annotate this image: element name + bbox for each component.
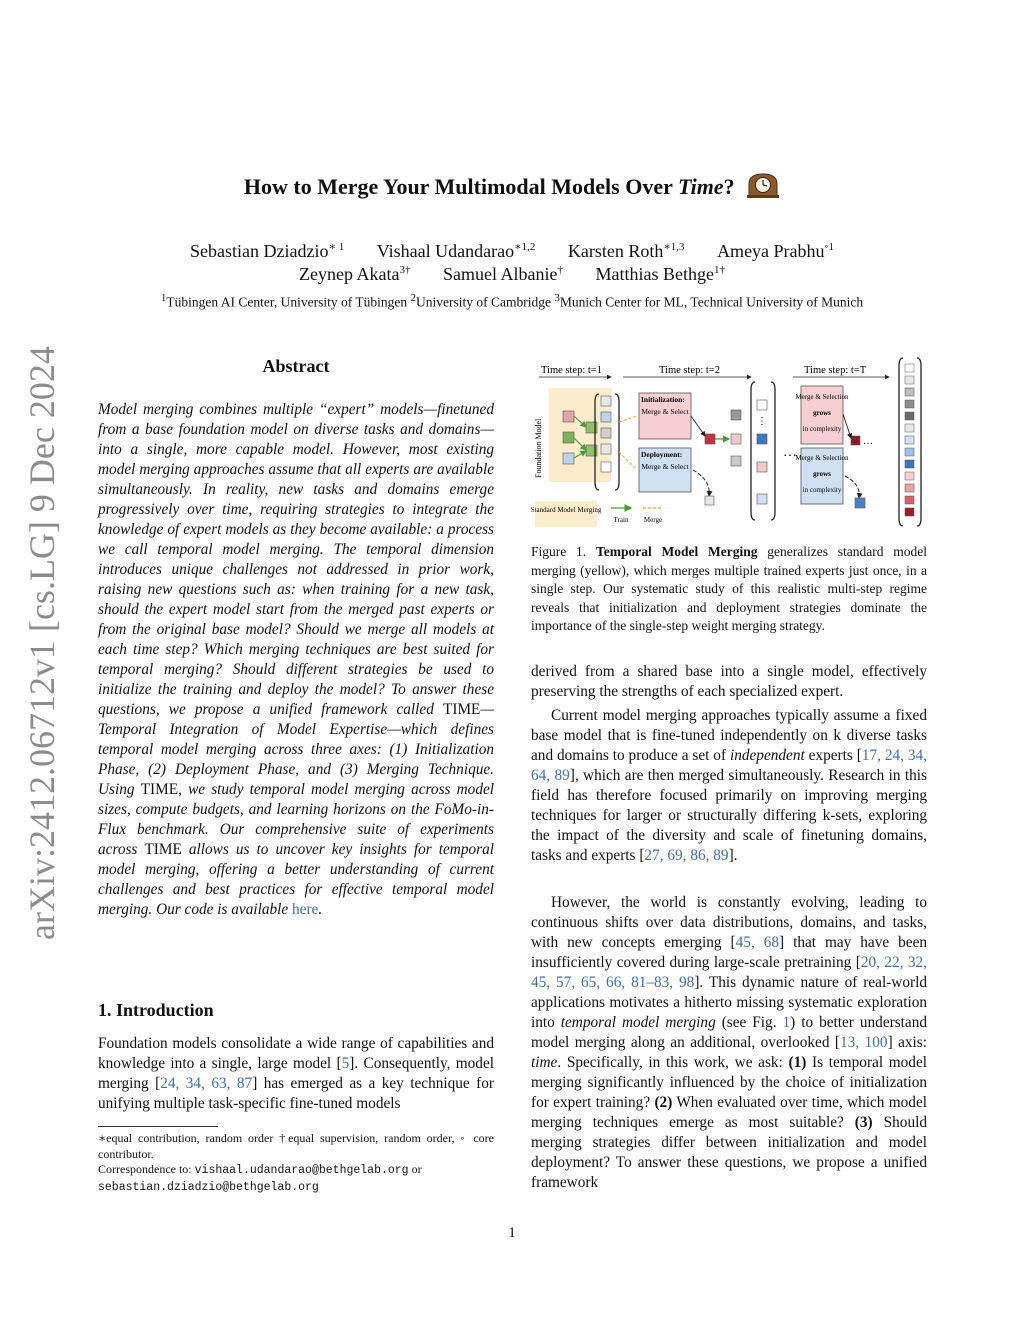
- title-end: ?: [723, 174, 735, 199]
- code-link[interactable]: here: [292, 901, 319, 918]
- legend-train-label: Train: [613, 516, 629, 524]
- citation-link[interactable]: 24, 34, 63, 87: [160, 1075, 253, 1092]
- grow-box-top-post: in complexity: [802, 425, 842, 433]
- figure-ref-link[interactable]: 1: [782, 1014, 791, 1031]
- page-number: 1: [508, 1225, 516, 1241]
- title-main: How to Merge Your Multimodal Models Over: [243, 174, 678, 199]
- email-link[interactable]: sebastian.dziadzio@bethgelab.org: [98, 1180, 319, 1194]
- intro-paragraph: Foundation models consolidate a wide range of capabilities and knowledge into a single, large model [5]. Consequently, model merging [24, 34, 63, 87] has emerged as a key technique for unifying multiple task-specific fine-tuned models: [98, 1035, 494, 1112]
- paper-title: [0, 172, 1024, 200]
- author: Zeynep Akata$^{3\dagger}$: [299, 264, 411, 284]
- authors-line-1: [0, 240, 1024, 262]
- svg-text:⋮: ⋮: [757, 416, 767, 427]
- svg-text:…: …: [783, 445, 797, 460]
- section-heading-introduction: 1. Introduction: [98, 1000, 214, 1020]
- title-italic: Time: [677, 174, 724, 199]
- affiliations: $^1$Tübingen AI Center, University of Tübingen $^2$University of Cambridge $^3$Munich Center for ML, Technical University of Munich: [160, 292, 864, 310]
- citation-link[interactable]: 45, 68: [735, 934, 780, 951]
- grow-box-bottom-pre: Merge & Selection: [795, 454, 849, 462]
- legend-standard-label: Standard Model Merging: [531, 506, 602, 514]
- author: Karsten Roth$^{∗1,3}$: [567, 241, 685, 261]
- authors-line-2: [0, 264, 1024, 285]
- abstract-body: Model merging combines multiple “expert” models—finetuned from a base foundation model on diverse tasks and domains—into a single, more capable model. However, most existing model merging approaches assume that all experts are available simultaneously. In reality, new tasks and domains emerge progressively over time, requiring strategies to integrate the knowledge of expert models as they become available: a process we call temporal model merging. The temporal dimension introduces unique challenges not addressed in prior work, raising new questions such as: when training for a new task, should the expert model start from the merged past experts or from the original base model? Should we merge all models at each time step? Which merging techniques are best suited for temporal merging? Should different strategies be used to initialize the training and deploy the model? To answer these questions, we propose a unified framework called TIME—Temporal Integration of Model Expertise—which defines temporal model merging across three axes: (1) Initialization Phase, (2) Deployment Phase, and (3) Merging Technique. Using TIME, we study temporal model merging across model sizes, compute budgets, and learning horizons on the FoMo-in-Flux benchmark. Our comprehensive suite of experiments across TIME allows us to uncover key insights for temporal model merging, offering a better understanding of current challenges and best practices for effective temporal model merging. Our code is available here.: [98, 401, 495, 918]
- legend-standard-swatch: [535, 501, 597, 527]
- time-label-2: Time step: t=2: [659, 365, 720, 376]
- author: Sebastian Dziadzio$^{∗ 1}$: [190, 241, 345, 261]
- author: Ameya Prabhu$^{◦1}$: [717, 241, 834, 261]
- deploy-box-body: Merge & Select: [641, 462, 689, 471]
- mantel-clock-icon: [746, 172, 780, 198]
- citation-link[interactable]: 13, 100: [840, 1034, 888, 1051]
- figure-caption: Figure 1. Temporal Model Merging generalizes standard model merging (yellow), which merges multiple trained experts just once, in a single step. Our systematic study of this realistic multi-step regime reveals that initialization and deployment strategies dominate the importance of the single-step weight merging strategy.: [531, 544, 928, 634]
- footnote-rule: [98, 1126, 218, 1127]
- init-box-title: Initialization:: [641, 395, 685, 404]
- body-paragraph: Current model merging approaches typically assume a fixed base model that is fine-tuned independently on k diverse tasks and domains to produce a set of independent experts [17, 24, 34, 64, 89], which are then merged simultaneously. Research in this field has therefore focused primarily on improving merging techniques for larger or structurally differing k-sets, exploring the impact of the diversity and scale of finetuning domains, tasks and experts [27, 69, 86, 89].: [531, 707, 928, 864]
- body-paragraph: However, the world is constantly evolving, leading to continuous shifts over data distributions, domains, and tasks, with new concepts emerging [45, 68] that may have been insufficiently covered during large-scale pretraining [20, 22, 32, 45, 57, 65, 66, 81–83, 98]. This dynamic nature of real-world applications motivates a hitherto missing systematic exploration into temporal model merging (see Fig. 1) to better understand model merging along an additional, overlooked [13, 100] axis: time. Specifically, in this work, we ask: (1) Is temporal model merging significantly influenced by the choice of initialization for expert training? (2) When evaluated over time, which model merging techniques emerge as most suitable? (3) Should merging strategies differ between initialization and model deployment? To answer these questions, we propose a unified framework: [531, 894, 928, 1191]
- author: Vishaal Udandarao$^{∗1,2}$: [376, 241, 536, 261]
- body-paragraph: derived from a shared base into a single model, effectively preserving the strengths of each specialized expert.: [531, 663, 927, 700]
- grow-box-bottom-post: in complexity: [802, 486, 842, 494]
- author: Matthias Bethge$^{1\dagger}$: [595, 264, 725, 284]
- init-box-body: Merge & Select: [641, 407, 689, 416]
- svg-text:…: …: [863, 436, 873, 447]
- grow-box-bottom-bold: grows: [813, 470, 831, 478]
- figure-1-diagram: [531, 352, 927, 530]
- foundation-model-label: Foundation Model: [534, 418, 543, 478]
- grow-box-top-pre: Merge & Selection: [795, 393, 849, 401]
- footnote: ∗equal contribution, random order †equal supervision, random order, ◦ core contributor. Correspondence to: vishaal.udandarao@bethgelab.org or sebastian.dziadzio@bethgelab.org: [98, 1131, 494, 1194]
- legend-merge-label: Merge: [643, 516, 663, 524]
- abstract-heading: Abstract: [262, 356, 330, 376]
- email-link[interactable]: vishaal.udandarao@bethgelab.org: [194, 1164, 409, 1177]
- citation-link[interactable]: 27, 69, 86, 89: [644, 847, 729, 864]
- deploy-box-title: Deployment:: [641, 450, 683, 459]
- time-label-1: Time step: t=1: [541, 365, 602, 376]
- time-label-3: Time step: t=T: [804, 365, 867, 376]
- author: Samuel Albanie†: [443, 264, 563, 284]
- citation-link[interactable]: 5: [341, 1055, 350, 1072]
- citation-link[interactable]: 17, 24, 34, 64, 89: [531, 747, 928, 784]
- arxiv-stamp: arXiv:2412.06712v1 [cs.LG] 9 Dec 2024: [22, 346, 62, 940]
- grow-box-top-bold: grows: [813, 409, 831, 417]
- citation-link[interactable]: 20, 22, 32, 45, 57, 65, 66, 81–83, 98: [531, 954, 928, 991]
